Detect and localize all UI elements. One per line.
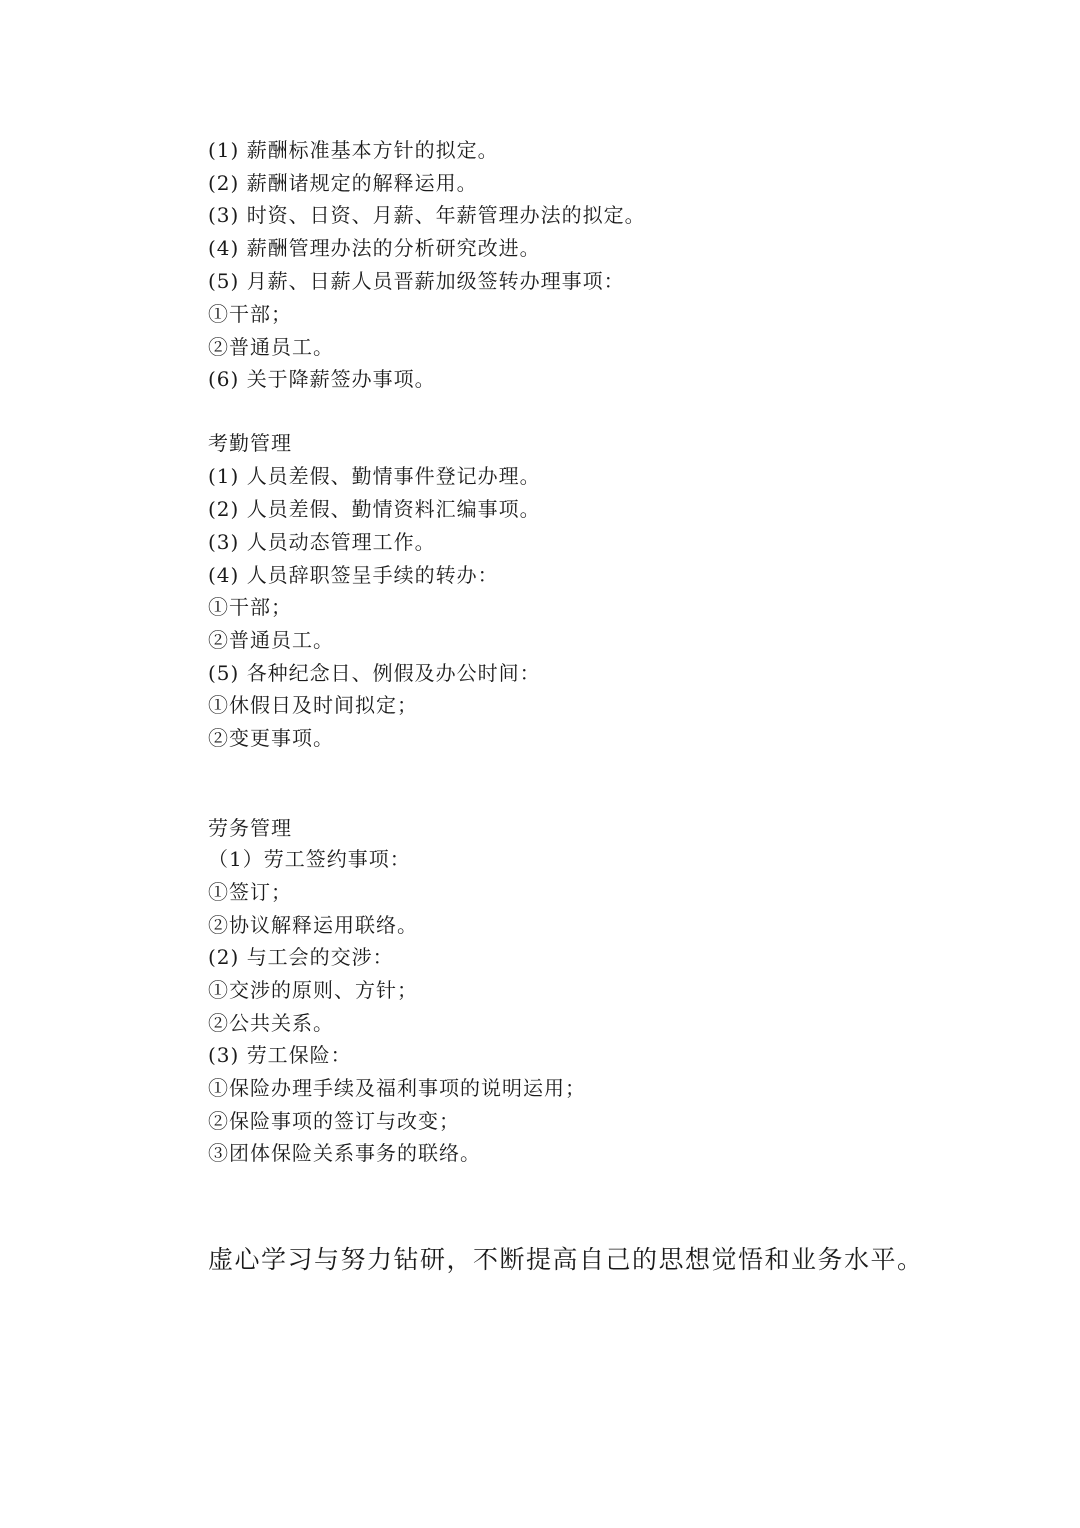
- labor-item-1-sub-1: ①签订；: [208, 880, 292, 904]
- section-heading-labor: 劳务管理: [208, 816, 292, 840]
- attendance-item-5: (5) 各种纪念日、例假及办公时间：: [208, 661, 541, 685]
- attendance-item-2: (2) 人员差假、勤情资料汇编事项。: [208, 497, 541, 521]
- salary-item-5-sub-2: ②普通员工。: [208, 335, 334, 359]
- salary-item-4: (4) 薪酬管理办法的分析研究改进。: [208, 236, 541, 260]
- closing-statement: 虚心学习与努力钻研，不断提高自己的思想觉悟和业务水平。: [208, 1245, 924, 1274]
- attendance-item-1: (1) 人员差假、勤情事件登记办理。: [208, 464, 541, 488]
- salary-item-5: (5) 月薪、日薪人员晋薪加级签转办理事项：: [208, 269, 625, 293]
- salary-item-3: (3) 时资、日资、月薪、年薪管理办法的拟定。: [208, 203, 646, 227]
- labor-item-2-sub-1: ①交涉的原则、方针；: [208, 978, 418, 1002]
- labor-item-2-sub-2: ②公共关系。: [208, 1011, 334, 1035]
- labor-item-1-sub-2: ②协议解释运用联络。: [208, 913, 418, 937]
- attendance-item-5-sub-2: ②变更事项。: [208, 726, 334, 750]
- attendance-item-5-sub-1: ①休假日及时间拟定；: [208, 693, 418, 717]
- salary-item-5-sub-1: ①干部；: [208, 302, 292, 326]
- section-heading-attendance: 考勤管理: [208, 431, 292, 455]
- labor-item-3-sub-2: ②保险事项的签订与改变；: [208, 1109, 460, 1133]
- attendance-item-4-sub-2: ②普通员工。: [208, 628, 334, 652]
- salary-item-6: (6) 关于降薪签办事项。: [208, 367, 436, 391]
- attendance-item-4: (4) 人员辞职签呈手续的转办：: [208, 563, 499, 587]
- labor-item-2: (2) 与工会的交涉：: [208, 945, 394, 969]
- attendance-item-4-sub-1: ①干部；: [208, 595, 292, 619]
- salary-item-1: (1) 薪酬标准基本方针的拟定。: [208, 138, 499, 162]
- labor-item-3: (3) 劳工保险：: [208, 1043, 352, 1067]
- labor-item-3-sub-1: ①保险办理手续及福利事项的说明运用；: [208, 1076, 586, 1100]
- labor-item-1: （1）劳工签约事项：: [208, 847, 411, 871]
- attendance-item-3: (3) 人员动态管理工作。: [208, 530, 436, 554]
- salary-item-2: (2) 薪酬诸规定的解释运用。: [208, 171, 478, 195]
- labor-item-3-sub-3: ③团体保险关系事务的联络。: [208, 1141, 481, 1165]
